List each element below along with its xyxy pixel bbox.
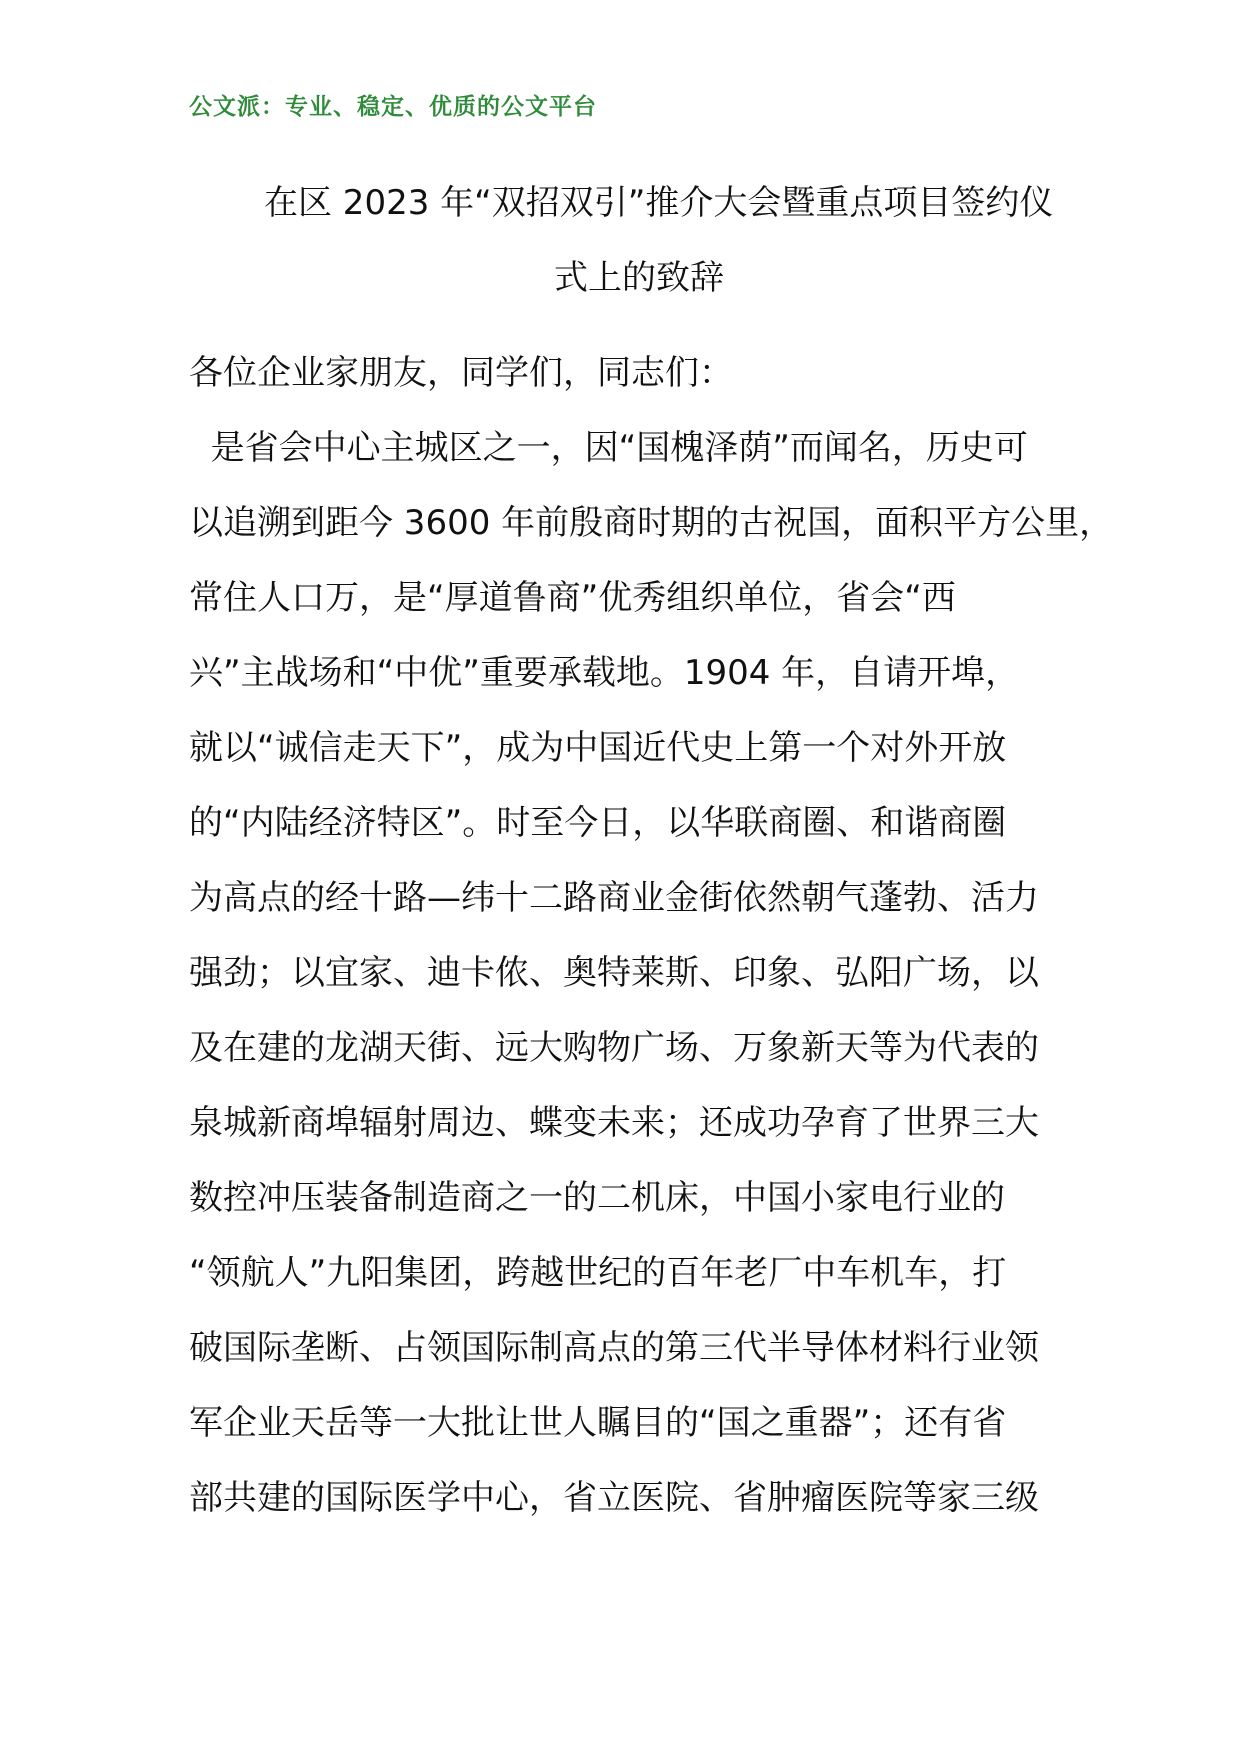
paragraph-line: 军企业天岳等一大批让世人瞩目的“国之重器”；还有省 xyxy=(189,1403,1007,1443)
document-title xyxy=(189,166,1054,316)
paragraph-line: 部共建的国际医学中心，省立医院、省肿瘤医院等家三级 xyxy=(189,1478,1039,1518)
paragraph-line: 破国际垄断、占领国际制高点的第三代半导体材料行业领 xyxy=(189,1328,1039,1368)
paragraph-line: 及在建的龙湖天街、远大购物广场、万象新天等为代表的 xyxy=(189,1028,1039,1068)
paragraph-line: 是省会中心主城区之一，因“国槐泽荫”而闻名，历史可 xyxy=(189,428,1028,468)
paragraph-line: 就以“诚信走天下”，成为中国近代史上第一个对外开放 xyxy=(189,728,1007,768)
paragraph-line: 泉城新商埠辐射周边、蝶变未来；还成功孕育了世界三大 xyxy=(189,1103,1039,1143)
paragraph-line: 的“内陆经济特区”。时至今日，以华联商圈、和谐商圈 xyxy=(189,803,1007,843)
paragraph-line: “领航人”九阳集团，跨越世纪的百年老厂中车机车，打 xyxy=(189,1253,1007,1293)
paragraph-line: 兴”主战场和“中优”重要承载地。1904 年，自请开埠， xyxy=(189,653,1020,693)
title-line-2: 式上的致辞 xyxy=(554,258,724,298)
platform-tagline: 公文派：专业、稳定、优质的公文平台 xyxy=(189,94,597,120)
paragraph-line: 常住人口万，是“厚道鲁商”优秀组织单位，省会“西 xyxy=(189,578,956,618)
title-line-1: 在区 2023 年“双招双引”推介大会暨重点项目签约仪 xyxy=(264,183,1054,223)
paragraph-line: 为高点的经十路—纬十二路商业金街依然朝气蓬勃、活力 xyxy=(189,878,1039,918)
salutation: 各位企业家朋友，同学们，同志们： xyxy=(189,353,733,393)
paragraph-line: 强劲；以宜家、迪卡侬、奥特莱斯、印象、弘阳广场，以 xyxy=(189,953,1039,993)
document-body xyxy=(189,336,1114,1536)
paragraph-line: 数控冲压装备制造商之一的二机床，中国小家电行业的 xyxy=(189,1178,1005,1218)
paragraph-line: 以追溯到距今 3600 年前殷商时期的古祝国，面积平方公里， xyxy=(189,503,1114,543)
